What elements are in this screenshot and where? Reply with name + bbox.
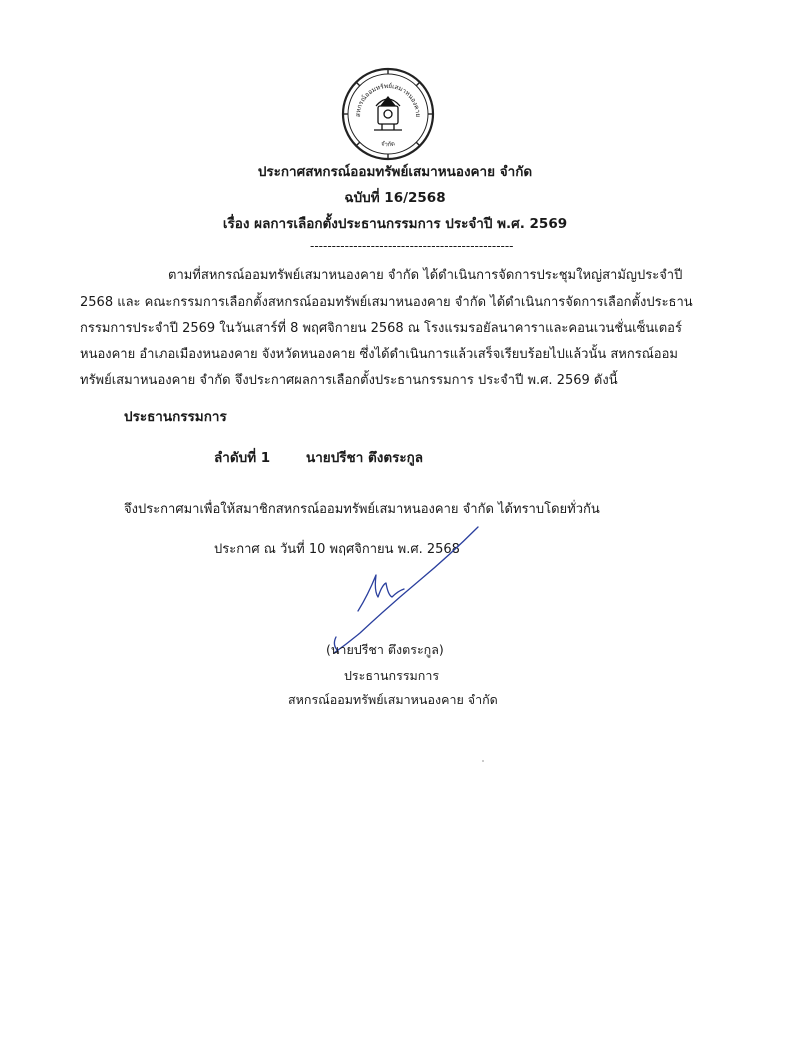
announcement-subject: เรื่อง ผลการเลือกตั้งประธานกรรมการ ประจำปี พ.ศ. 2569 [222,216,568,232]
position-heading: ประธานกรรมการ [124,409,227,425]
announcement-title: ประกาศสหกรณ์ออมทรัพย์เสมาหนองคาย จำกัด [257,164,533,180]
signatory-name: (นายปรีชา ตึงตระกูล) [326,642,444,657]
paragraph-line: กรรมการประจำปี 2569 ในวันเสาร์ที่ 8 พฤศจิกายน 2568 ณ โรงแรมรอยัลนาคาราและคอนเวนชั่นเซ็นเตอร์ [80,321,682,336]
seal-text-top: สหกรณ์ออมทรัพย์เสมาหนองคาย [353,81,423,118]
rank-label: ลำดับที่ 1 [214,450,271,466]
signatory-organization: สหกรณ์ออมทรัพย์เสมาหนองคาย จำกัด [288,692,498,707]
cooperative-seal-logo [340,66,436,162]
elected-name: นายปรีชา ตึงตระกูล [306,450,424,466]
announcement-number: ฉบับที่ 16/2568 [344,190,446,206]
svg-text:จำกัด [381,140,396,148]
paragraph-line: ตามที่สหกรณ์ออมทรัพย์เสมาหนองคาย จำกัด ได้ดำเนินการจัดการประชุมใหญ่สามัญประจำปี [168,268,683,283]
title-divider: ----------------------------------------------- [310,239,514,253]
date-line: ประกาศ ณ วันที่ 10 พฤศจิกายน พ.ศ. 2568 [214,542,460,557]
seal-text-bottom: จำกัด [380,140,396,149]
paragraph-line: ทรัพย์เสมาหนองคาย จำกัด จึงประกาศผลการเลือกตั้งประธานกรรมการ ประจำปี พ.ศ. 2569 ดังนี้ [80,373,618,388]
announce-line: จึงประกาศมาเพื่อให้สมาชิกสหกรณ์ออมทรัพย์เสมาหนองคาย จำกัด ได้ทราบโดยทั่วกัน [124,502,600,517]
paragraph-line: หนองคาย อำเภอเมืองหนองคาย จังหวัดหนองคาย ซึ่งได้ดำเนินการแล้วเสร็จเรียบร้อยไปแล้วนั้น สหกรณ์ออม [80,347,678,362]
signatory-position: ประธานกรรมการ [344,668,440,683]
scan-speck [482,760,484,762]
paragraph-line: 2568 และ คณะกรรมการเลือกตั้งสหกรณ์ออมทรัพย์เสมาหนองคาย จำกัด ได้ดำเนินการจัดการเลือกตั้งประธาน [80,295,693,310]
